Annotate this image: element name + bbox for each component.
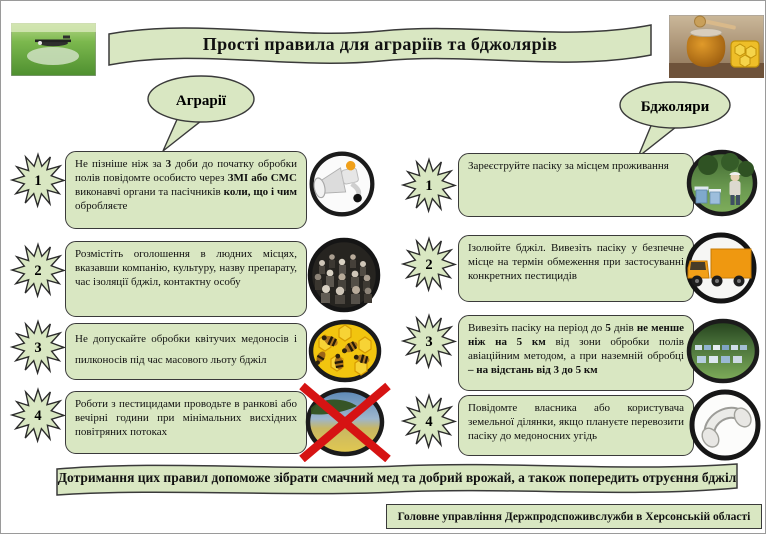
farmers-rule-2: Розмістіть оголошення в людних місцях, вказавши компанію, культуру, назву препарату, час ізоляції бджіл, контактну особу [65, 241, 307, 317]
beekeepers-rule-4: Повідомте власника або користувача земельної ділянки, якщо плануєте перевозити пасіку до медоносних угідь [458, 395, 694, 456]
svg-text:1: 1 [425, 178, 433, 195]
beekeepers-label: Бджоляри [640, 99, 710, 115]
page-title: Прості правила для аграріїв та бджолярів [202, 34, 558, 54]
rule-number-badge [400, 235, 458, 293]
svg-text:2: 2 [34, 263, 42, 280]
bees-honeycomb-icon [308, 319, 382, 383]
svg-text:3: 3 [425, 334, 433, 351]
svg-text:3: 3 [34, 340, 42, 357]
organization-box [386, 504, 762, 529]
rule-number-badge [9, 318, 67, 376]
svg-text:4: 4 [34, 408, 42, 425]
conclusion-text: Дотримання цих правил допоможе зібрати смачний мед та добрий врожай, а також попередить отруєння бджіл [57, 470, 737, 485]
rule-number-badge [400, 156, 458, 214]
rule-number-badge [400, 312, 458, 370]
rule-number-badge [400, 392, 458, 450]
rule-number-badge [9, 151, 67, 209]
spray-cloud [27, 47, 79, 65]
farmers-rule-3: Не допускайте обробки квітучих медоносів і пилконосів під час масового льоту бджіл [65, 323, 307, 380]
apiary-rows-icon [686, 318, 760, 385]
beekeepers-rule-3: Вивезіть пасіку на період до 5 днів не менше ніж на 5 км від зони обробки полів авіаційним методом, а при наземній обробці – на відстань від 3 до 5 км [458, 315, 694, 391]
no-daytime-spray-icon [299, 382, 391, 462]
truck-icon [684, 231, 758, 305]
farmers-rule-1: Не пізніше ніж за 3 доби до початку обробки полів повідомте особисто через ЗМІ або СМС виконавчі органи та пасічників коли, що і чим обробляєте [65, 151, 307, 229]
honey-jar [687, 32, 726, 67]
rule-number-badge [9, 386, 67, 444]
svg-text:1: 1 [34, 173, 42, 190]
telephone-icon [688, 388, 762, 462]
farmers-speech-bubble [141, 71, 266, 156]
conclusion-banner [51, 457, 743, 501]
organization-name: Головне управління Держпродспоживслужби в Херсонській області [397, 510, 751, 523]
svg-text:2: 2 [425, 257, 433, 274]
honey-jar-photo [669, 15, 764, 78]
crop-duster-photo [11, 23, 96, 76]
crowd-icon [307, 237, 381, 313]
svg-text:4: 4 [425, 414, 433, 431]
beekeeper-apiary-icon [686, 149, 759, 217]
honeycomb-block [731, 41, 759, 67]
farmers-label: Аграрії [175, 93, 227, 109]
title-banner [104, 14, 656, 73]
megaphone-icon [306, 148, 378, 220]
beekeepers-rule-2: Ізолюйте бджіл. Вивезіть пасіку у безпечне місце на термін обмеження при застосуванні конкретних пестицидів [458, 235, 694, 302]
beekeepers-rule-1: Зареєструйте пасіку за місцем проживання [458, 153, 694, 217]
plane-tail [63, 36, 70, 39]
rule-number-badge [9, 241, 67, 299]
farmers-rule-4: Роботи з пестицидами проводьте в ранкові або вечірні години при мінімальних висхідних повітряних потоках [65, 391, 307, 454]
